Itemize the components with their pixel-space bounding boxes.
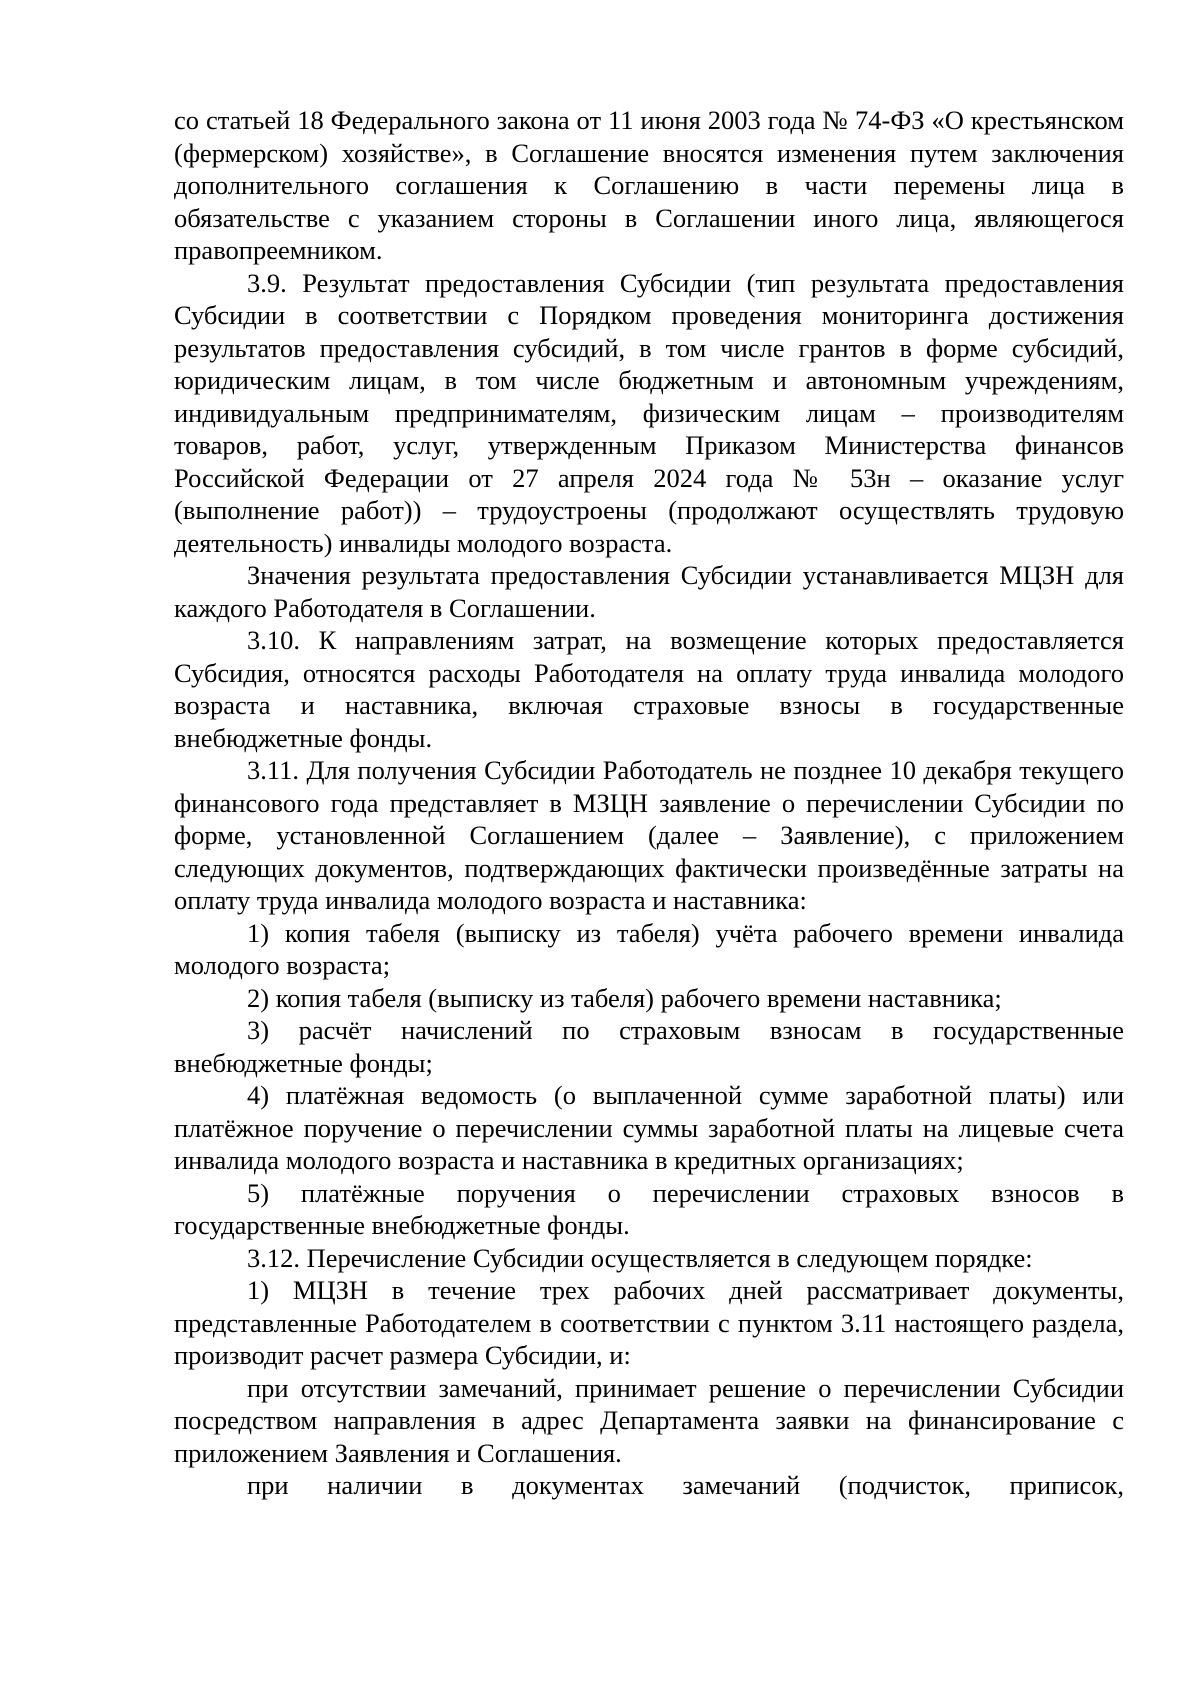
- list-item-3-11-5: 5) платёжные поручения о перечислении страховых взносов в государственные внебюджетные фонды.: [174, 1177, 1124, 1240]
- paragraph-3-9: 3.9. Результат предоставления Субсидии (тип результата предоставления Субсидии в соответствии с Порядком проведения мониторинга достижения результатов предоставления субсидий, в том числе грантов в форме субсидий, юридическим лицам, в том числе бюджетным и автономным учреждениям, индивидуальным предпринимателям, физическим лицам – производителям товаров, работ, услуг, утвержденным Приказом Министерства финансов Российской Федерации от 27 апреля 2024 года № 53н – оказание услуг (выполнение работ)) – трудоустроены (продолжают осуществлять трудовую деятельность) инвалиды молодого возраста.: [174, 267, 1124, 558]
- paragraph-3-12: 3.12. Перечисление Субсидии осуществляется в следующем порядке:: [247, 1242, 1033, 1273]
- paragraph-result-values: Значения результата предоставления Субсидии устанавливается МЦЗН для каждого Работодателя в Соглашении.: [174, 560, 1124, 623]
- list-item-3-11-2: 2) копия табеля (выписку из табеля) рабочего времени наставника;: [247, 982, 1002, 1013]
- paragraph-no-remarks: при отсутствии замечаний, принимает решение о перечислении Субсидии посредством направления в адрес Департамента заявки на финансирование с приложением Заявления и Соглашения.: [174, 1372, 1124, 1468]
- paragraph-3-11: 3.11. Для получения Субсидии Работодатель не позднее 10 декабря текущего финансового года представляет в МЗЦН заявление о перечислении Субсидии по форме, установленной Соглашением (далее – Заявление), с приложением следующих документов, подтверждающих фактически произведённые затраты на оплату труда инвалида молодого возраста и наставника:: [174, 755, 1124, 915]
- paragraph-3-10: 3.10. К направлениям затрат, на возмещение которых предоставляется Субсидия, относятся расходы Работодателя на оплату труда инвалида молодого возраста и наставника, включая страховые взносы в государственные внебюджетные фонды.: [174, 625, 1124, 753]
- document-page: [174, 104, 1124, 1502]
- paragraph-continuation: со статьей 18 Федерального закона от 11 июня 2003 года № 74-ФЗ «О крестьянском (фермерском) хозяйстве», в Соглашение вносятся изменения путем заключения дополнительного соглашения к Соглашению в части перемены лица в обязательстве с указанием стороны в Соглашении иного лица, являющегося правопреемником.: [174, 105, 1124, 265]
- list-item-3-11-3: 3) расчёт начислений по страховым взносам в государственные внебюджетные фонды;: [174, 1015, 1124, 1078]
- list-item-3-11-4: 4) платёжная ведомость (о выплаченной сумме заработной платы) или платёжное поручение о перечислении суммы заработной платы на лицевые счета инвалида молодого возраста и наставника в кредитных организациях;: [174, 1080, 1124, 1175]
- list-item-3-12-1: 1) МЦЗН в течение трех рабочих дней рассматривает документы, представленные Работодателем в соответствии с пунктом 3.11 настоящего раздела, производит расчет размера Субсидии, и:: [174, 1275, 1124, 1370]
- paragraph-remarks: при наличии в документах замечаний (подчисток, приписок,: [247, 1470, 1124, 1500]
- list-item-3-11-1: 1) копия табеля (выписку из табеля) учёта рабочего времени инвалида молодого возраста;: [174, 917, 1124, 980]
